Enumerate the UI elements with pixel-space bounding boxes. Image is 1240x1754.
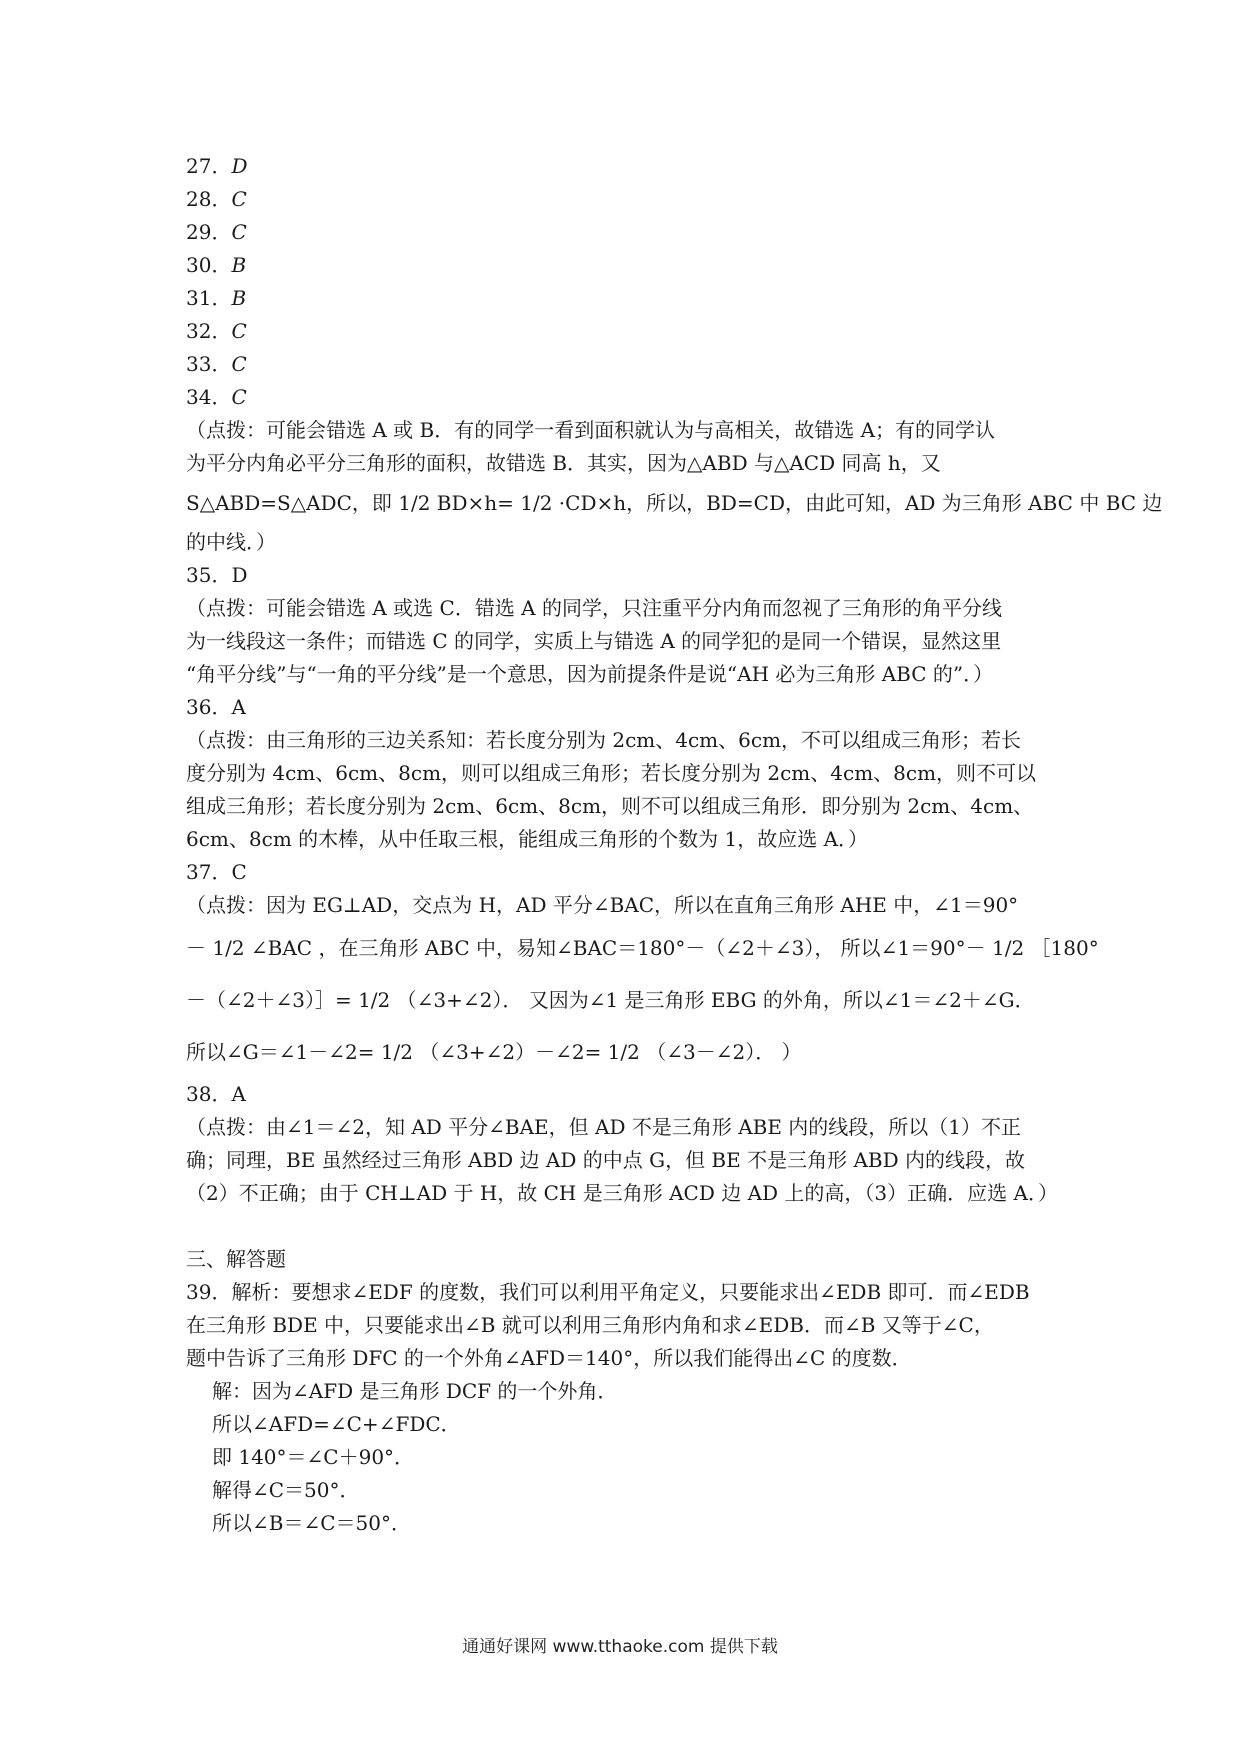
q34-line: （点拨：可能会错选 A 或 B．有的同学一看到面积就认为与高相关，故错选 A；有的同学认	[186, 418, 996, 442]
answer-28: 28．C	[186, 187, 247, 211]
solution-line: 解得∠C＝50°．	[212, 1478, 360, 1502]
q36-line: 6cm、8cm 的木棒，从中任取三根，能组成三角形的个数为 1，故应选 A．）	[186, 827, 869, 851]
q38-line: （点拨：由∠1＝∠2，知 AD 平分∠BAE，但 AD 不是三角形 ABE 内的线段，所以（1）不正	[186, 1115, 1022, 1139]
q35-line: “角平分线”与“一角的平分线”是一个意思，因为前提条件是说“AH 必为三角形 ABC 的”．）	[186, 662, 994, 686]
q36-line: 度分别为 4cm、6cm、8cm，则可以组成三角形；若长度分别为 2cm、4cm、8cm，则不可以	[186, 761, 1037, 785]
solution-line: 解：因为∠AFD 是三角形 DCF 的一个外角．	[212, 1379, 618, 1403]
solution-line: 即 140°＝∠C＋90°．	[212, 1445, 415, 1469]
answer-27: 27．D	[186, 154, 248, 178]
q37-line: －（∠2＋∠3）］= 1/2 （∠3+∠2）． 又因为∠1 是三角形 EBG 的外角，所以∠1＝∠2＋∠G．	[186, 988, 1035, 1012]
q36-line: （点拨：由三角形的三边关系知：若长度分别为 2cm、4cm、6cm，不可以组成三角形；若长	[186, 728, 1022, 752]
q37-line: 所以∠G＝∠1－∠2= 1/2 （∠3+∠2）－∠2= 1/2 （∠3－∠2）． ）	[186, 1040, 802, 1064]
section-title: 三、解答题	[186, 1247, 286, 1271]
answer-32: 32．C	[186, 319, 247, 343]
q37-explanation	[186, 889, 1099, 1078]
q35-explanation	[186, 592, 1066, 691]
answer-35: 35．D	[186, 563, 248, 587]
q38-line: 确；同理，BE 虽然经过三角形 ABD 边 AD 的中点 G，但 BE 不是三角形 ABD 内的线段，故	[186, 1148, 1025, 1172]
q35-line: （点拨：可能会错选 A 或选 C．错选 A 的同学，只注重平分内角而忽视了三角形的角平分线	[186, 596, 1002, 620]
solution-line: 所以∠B＝∠C＝50°．	[212, 1511, 411, 1535]
q39-line: 在三角形 BDE 中，只要能求出∠B 就可以利用三角形内角和求∠EDB．而∠B 又等于∠C，	[186, 1313, 994, 1337]
answer-37: 37．C	[186, 860, 247, 884]
answer-36: 36．A	[186, 695, 246, 719]
q36-explanation	[186, 724, 1066, 856]
answer-31: 31．B	[186, 286, 247, 310]
answer-30: 30．B	[186, 253, 247, 277]
answer-34: 34．C	[186, 385, 247, 409]
page-footer: 通通好课网 www.tthaoke.com 提供下载	[462, 1637, 778, 1657]
q39-line: 39．解析：要想求∠EDF 的度数，我们可以利用平角定义，只要能求出∠EDB 即可．而∠EDB	[186, 1280, 1030, 1304]
q34-line: 为平分内角必平分三角形的面积，故错选 B．其实，因为△ABD 与△ACD 同高 h，又	[186, 451, 941, 475]
q34-explanation	[186, 414, 1163, 559]
q34-line: S△ABD=S△ADC，即 1/2 BD×h= 1/2 ·CD×h，所以，BD=CD，由此可知，AD 为三角形 ABC 中 BC 边	[186, 491, 1163, 515]
answer-29: 29．C	[186, 220, 247, 244]
q39-solution	[186, 1375, 1066, 1540]
answers-list	[186, 150, 1066, 414]
q37-line: － 1/2 ∠BAC ，在三角形 ABC 中，易知∠BAC＝180°－（∠2＋∠3）， 所以∠1＝90°－ 1/2 ［180°	[186, 936, 1099, 960]
q39-line: 题中告诉了三角形 DFC 的一个外角∠AFD＝140°，所以我们能得出∠C 的度数．	[186, 1346, 912, 1370]
q34-line: 的中线．）	[186, 530, 276, 554]
q38-line: （2）不正确；由于 CH⊥AD 于 H，故 CH 是三角形 ACD 边 AD 上的高，（3）正确．应选 A．）	[186, 1181, 1058, 1205]
q35-line: 为一线段这一条件；而错选 C 的同学，实质上与错选 A 的同学犯的是同一个错误，显然这里	[186, 629, 1002, 653]
answer-38: 38．A	[186, 1082, 246, 1106]
q39-analysis	[186, 1276, 1066, 1375]
solution-line: 所以∠AFD=∠C+∠FDC．	[212, 1412, 461, 1436]
q37-line: （点拨：因为 EG⊥AD，交点为 H，AD 平分∠BAC，所以在直角三角形 AHE 中，∠1＝90°	[186, 893, 1019, 917]
document-body	[186, 150, 1163, 1540]
q38-explanation	[186, 1111, 1066, 1210]
q36-line: 组成三角形；若长度分别为 2cm、6cm、8cm，则不可以组成三角形．即分别为 2cm、4cm、	[186, 794, 1034, 818]
answer-33: 33．C	[186, 352, 247, 376]
